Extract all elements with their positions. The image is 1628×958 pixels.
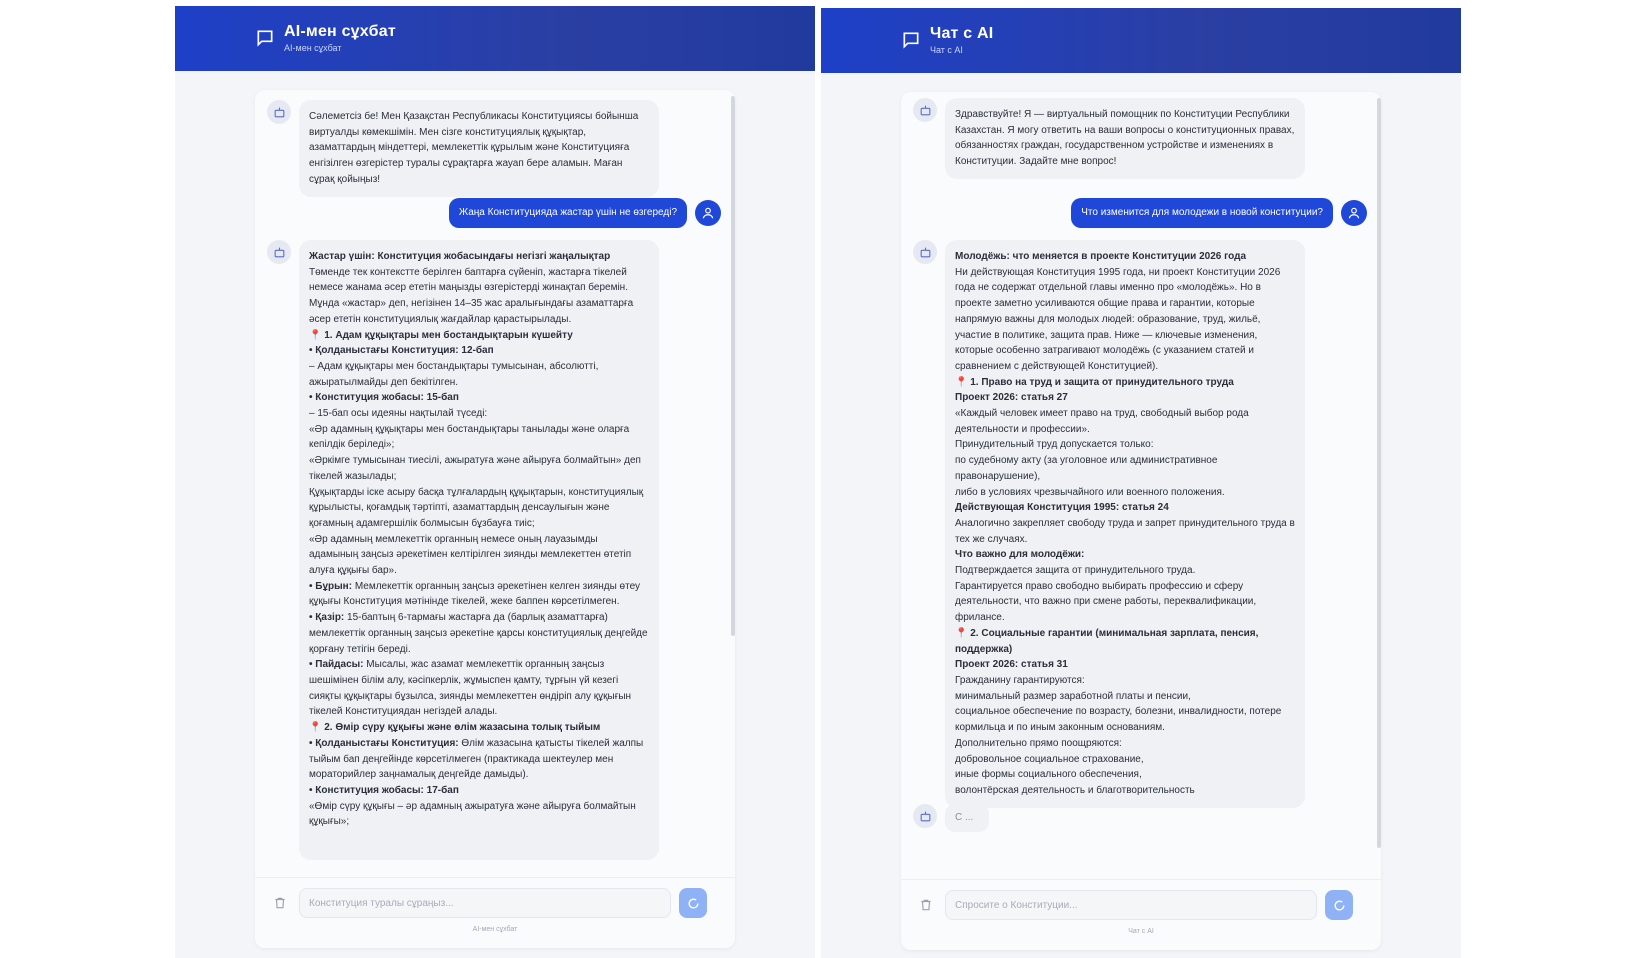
user-bubble: Жаңа Конституцияда жастар үшін не өзгереді? [449, 198, 687, 228]
chat-title: AI-мен сұхбат [284, 23, 396, 40]
answer-line-text: Действующая Конституция 1995: статья 24 [955, 502, 1169, 514]
answer-line [955, 704, 1295, 735]
answer-line-text: Гражданину гарантируются: [955, 674, 1085, 686]
footer-note: Чат с AI [1128, 928, 1154, 935]
bot-typing-message [901, 804, 1381, 834]
scrollbar[interactable] [1377, 98, 1381, 848]
answer-line-text: • Конституция жобасы: 15-бап [309, 392, 459, 404]
answer-line [309, 532, 649, 579]
answer-line [955, 249, 1295, 265]
answer-line-text: Гарантируется право свободно выбирать профессию и сферу деятельности, что важно при смене работы, переквалификации, фрилансе. [955, 580, 1257, 624]
answer-line-text: «Әр адамның құқықтары мен бостандықтары танылады және оларға кепілдік беріледі»; [309, 423, 630, 451]
answer-line [955, 485, 1295, 501]
chat-panel-kazakh [175, 6, 815, 958]
user-icon [701, 206, 715, 220]
answer-line-text: 📍 1. Право на труд и защита от принудительного труда [955, 376, 1234, 388]
bot-avatar [267, 100, 291, 124]
answer-line [955, 689, 1295, 705]
answer-line [309, 783, 649, 799]
answer-line [309, 390, 649, 406]
answer-line-text: Молодёжь: что меняется в проекте Конституции 2026 года [955, 251, 1247, 262]
chat-panel-russian [821, 8, 1461, 958]
answer-line [955, 500, 1295, 516]
answer-line [955, 516, 1295, 547]
answer-line [955, 657, 1295, 673]
chat-card [901, 92, 1381, 950]
trash-icon[interactable] [273, 896, 287, 910]
answer-line [955, 453, 1295, 484]
answer-line [309, 579, 649, 610]
answer-line-text: • Қолданыстағы Конституция: 12-бап [309, 345, 494, 357]
message-input[interactable] [945, 890, 1317, 920]
answer-line-lead: • Қолданыстағы Конституция: [309, 737, 459, 749]
answer-line [955, 752, 1295, 768]
send-button[interactable] [679, 888, 707, 918]
answer-line-text: – Адам құқықтары мен бостандықтары тумысынан, абсолютті, ажыратылмайды деп бекітілген. [309, 360, 599, 388]
answer-line [955, 626, 1295, 657]
answer-line-text: Подтверждается защита от принудительного труда. [955, 565, 1196, 577]
answer-line-text: волонтёрская деятельность и благотворительность [955, 784, 1195, 796]
answer-line [955, 579, 1295, 626]
answer-line [309, 720, 649, 736]
chat-header [175, 6, 815, 71]
bot-avatar [913, 804, 937, 828]
answer-line-text: 15-баптың 6-тармағы жастарға да (барлық азаматтарға) мемлекеттік органның заңсыз әрекетіне қарсы конституциялық деңгейде қорғану тетігін береді. [309, 612, 648, 655]
answer-line [955, 767, 1295, 783]
answer-line [309, 249, 649, 265]
answer-line-text: 📍 1. Адам құқықтары мен бостандықтарын күшейту [309, 329, 573, 341]
input-area [901, 879, 1381, 950]
answer-line [955, 563, 1295, 579]
robot-icon [919, 246, 932, 259]
chat-subtitle: AI-мен сұхбат [284, 43, 342, 53]
bot-bubble: Сәлеметсіз бе! Мен Қазақстан Республикасы Конституциясы бойынша виртуалды көмекшімін. Мен сізге конституциялық құқықтар, азаматтардың міндеттері, мемлекеттік құрылым және Конституцияға енгізілген өзгерістер туралы сұрақтарға жауап бере аламын. Маған сұрақ қойыңыз! [299, 100, 659, 197]
answer-line [309, 485, 649, 532]
answer-line [955, 437, 1295, 453]
answer-line [955, 736, 1295, 752]
answer-line [309, 799, 649, 830]
answer-line-text: Принудительный труд допускается только: [955, 439, 1154, 451]
answer-line-lead: • Бұрын: [309, 580, 353, 592]
bot-answer-bubble [299, 240, 659, 860]
message-input[interactable] [299, 888, 671, 918]
robot-icon [919, 810, 932, 823]
bot-avatar [913, 98, 937, 122]
robot-icon [273, 106, 286, 119]
answer-line-text: – 15-бап осы идеяны нақтылай түседі: [309, 408, 488, 420]
bot-answer-bubble [945, 240, 1305, 808]
answer-line-text: Мысалы, жас азамат мемлекеттік органның заңсыз шешімінен білім алу, кәсіпкерлік, жұмыспен қамту, тұрғын үй кезегі сияқты құқықтары бұзылса, зиянды мемлекеттен өндіріп алу құқығын тікелей Конституциядан негіздей алады. [309, 659, 632, 718]
answer-line [309, 265, 649, 328]
answer-line-text: Жастар үшін: Конституция жобасындағы негізгі жаңалықтар [309, 251, 611, 262]
answer-line-text: «Каждый человек имеет право на труд, свободный выбор рода деятельности и профессии». [955, 408, 1249, 435]
answer-line [309, 610, 649, 657]
chat-bubble-icon [255, 28, 275, 48]
chat-title: Чат с AI [930, 25, 994, 42]
scrollbar[interactable] [731, 96, 735, 636]
answer-line [955, 406, 1295, 437]
answer-line [309, 359, 649, 390]
chat-bubble-icon [901, 30, 921, 50]
answer-line-text: Мемлекеттік органның заңсыз әрекетінен келген зиянды өтеу құқығы Конституция мәтінінде тікелей, жеке баппен көрсетілмеген. [309, 580, 641, 608]
answer-line-text: Ни действующая Конституция 1995 года, ни проект Конституции 2026 года не содержат отдельной главы именно про «молодёжь». Но в проекте заметно усиливаются общие права и гарантии, которые напрямую важны для молодых людей: образование, труд, жильё, участие в политике, защита прав. Ниже — ключевые изменения, которые особенно затрагивают молодёжь (с указанием статей и сравнением с действующей Конституцией). [955, 266, 1281, 372]
answer-line [309, 328, 649, 344]
robot-icon [273, 246, 286, 259]
answer-line [955, 783, 1295, 799]
bot-avatar [267, 240, 291, 264]
answer-line-text: Өлім жазасына қатысты тікелей жалпы тыйым бап деңгейінде көрсетілмеген (практикада шектеулер мен мораторийлер заңнамалық деңгейде дамыды). [309, 737, 644, 781]
answer-line-text: Дополнительно прямо поощряются: [955, 737, 1122, 749]
answer-line [309, 453, 649, 484]
user-bubble: Что изменится для молодежи в новой конституции? [1071, 198, 1333, 228]
answer-line [955, 673, 1295, 689]
answer-line-text: Что важно для молодёжи: [955, 549, 1085, 561]
bot-avatar [913, 240, 937, 264]
spinner-icon [1333, 899, 1346, 912]
answer-line-text: Проект 2026: статья 31 [955, 659, 1068, 671]
user-message [255, 198, 735, 228]
chat-header [821, 8, 1461, 73]
answer-line-text: «Өмір сүру құқығы – әр адамның ажыратуға және айыруға болмайтын құқығы»; [309, 800, 636, 828]
answer-line-text: «Әркімге тумысынан тиесілі, ажыратуға және айыруға болмайтын» деп тікелей жазылады; [309, 455, 641, 482]
user-avatar [1341, 200, 1367, 226]
answer-line-text: либо в условиях чрезвычайного или военного положения. [955, 486, 1225, 498]
answer-line-text: минимальный размер заработной платы и пенсии, [955, 690, 1191, 702]
answer-line-text: добровольное социальное страхование, [955, 753, 1144, 765]
answer-line-text: Проект 2026: статья 27 [955, 392, 1068, 404]
user-icon [1347, 206, 1361, 220]
chat-card [255, 90, 735, 948]
answer-line-text: социальное обеспечение по возрасту, болезни, инвалидности, потере кормильца и по иным законным основаниям. [955, 706, 1282, 734]
bot-bubble: Здравствуйте! Я — виртуальный помощник по Конституции Республики Казахстан. Я могу ответить на ваши вопросы о конституционных правах, обязанностях граждан, государственном устройстве и изменениях в Конституции. Задайте мне вопрос! [945, 98, 1305, 179]
answer-line [309, 657, 649, 720]
answer-line-text: по судебному акту (за уголовное или административное правонарушение), [955, 455, 1218, 482]
answer-line [309, 422, 649, 453]
answer-line [955, 375, 1295, 391]
answer-line-text: Құқықтарды іске асыру басқа тұлғалардың құқықтарын, конституциялық құрылысты, қоғамдық тәртіпті, азаматтардың денсаулығын және қоғамның адамгершілік болмысын бұзбауға тиіс; [309, 486, 644, 529]
chat-subtitle: Чат с AI [930, 45, 963, 55]
answer-line [955, 390, 1295, 406]
message-list[interactable] [255, 90, 735, 878]
answer-line [955, 547, 1295, 563]
trash-icon[interactable] [919, 898, 933, 912]
answer-line-text: «Әр адамның мемлекеттік органның немесе оның лауазымды адамының заңсыз әрекетімен келтірілген зиянды мемлекеттен өтетіп алуға құқығы бар». [309, 533, 632, 577]
answer-line-text: Төменде тек контекстте берілген баптарға сүйеніп, жастарға тікелей немесе жанама әсер ететін маңызды өзгерістерді жинақтап беремін. Мұнда «жастар» деп, негізінен 14–35 жас аралығындағы азаматтарға әсер ететін конституциялық жағдайлар қарастырылады. [309, 266, 634, 325]
footer-note: AI-мен сұхбат [472, 926, 518, 933]
input-area [255, 877, 735, 948]
spinner-icon [687, 897, 700, 910]
user-message [901, 198, 1381, 228]
answer-line [309, 406, 649, 422]
answer-line-text: 📍 2. Социальные гарантии (минимальная зарплата, пенсия, поддержка) [955, 627, 1259, 655]
answer-line-lead: • Пайдасы: [309, 659, 364, 671]
answer-line-text: 📍 2. Өмір сүру құқығы және өлім жазасына толық тыйым [309, 722, 601, 734]
answer-line-text: • Конституция жобасы: 17-бап [309, 784, 459, 796]
answer-line-text: иные формы социального обеспечения, [955, 769, 1142, 781]
message-list[interactable] [901, 92, 1381, 880]
user-avatar [695, 200, 721, 226]
send-button[interactable] [1325, 890, 1353, 920]
answer-line-lead: • Қазір: [309, 612, 345, 624]
answer-line [309, 736, 649, 783]
answer-line [955, 265, 1295, 375]
answer-line-text: Аналогично закрепляет свободу труда и запрет принудительного труда в тех же случаях. [955, 517, 1295, 545]
robot-icon [919, 104, 932, 117]
answer-line [309, 343, 649, 359]
typing-indicator: C ... [945, 804, 989, 832]
